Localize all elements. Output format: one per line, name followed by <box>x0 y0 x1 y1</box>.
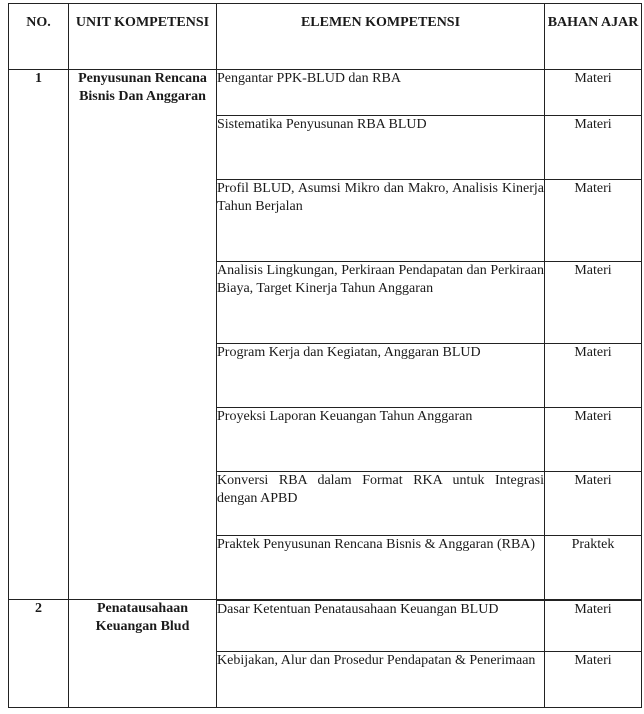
bahan-ajar-cell: Materi <box>545 70 642 116</box>
bahan-ajar-cell: Materi <box>545 262 642 344</box>
elemen-kompetensi-cell: Konversi RBA dalam Format RKA untuk Integrasi dengan APBD <box>217 472 545 536</box>
elemen-kompetensi-cell: Praktek Penyusunan Rencana Bisnis & Anggaran (RBA) <box>217 536 545 600</box>
bahan-ajar-cell: Materi <box>545 652 642 708</box>
unit-number: 1 <box>9 70 69 600</box>
elemen-kompetensi-cell: Kebijakan, Alur dan Prosedur Pendapatan & Penerimaan <box>217 652 545 708</box>
elemen-kompetensi-cell: Profil BLUD, Asumsi Mikro dan Makro, Analisis Kinerja Tahun Berjalan <box>217 180 545 262</box>
bahan-ajar-cell: Materi <box>545 408 642 472</box>
unit-number: 2 <box>9 600 69 708</box>
bahan-ajar-cell: Materi <box>545 344 642 408</box>
table-row <box>9 600 642 652</box>
elemen-kompetensi-cell: Dasar Ketentuan Penatausahaan Keuangan BLUD <box>217 600 545 652</box>
header-unit-kompetensi: UNIT KOMPETENSI <box>69 4 217 70</box>
elemen-kompetensi-cell: Sistematika Penyusunan RBA BLUD <box>217 116 545 180</box>
unit-kompetensi-name: Penatausahaan Keuangan Blud <box>69 600 217 708</box>
bahan-ajar-cell: Materi <box>545 116 642 180</box>
bahan-ajar-cell: Materi <box>545 472 642 536</box>
elemen-kompetensi-cell: Analisis Lingkungan, Perkiraan Pendapatan dan Perkiraan Biaya, Target Kinerja Tahun Anggaran <box>217 262 545 344</box>
table-header-row <box>9 4 642 70</box>
elemen-kompetensi-cell: Pengantar PPK-BLUD dan RBA <box>217 70 545 116</box>
header-bahan-ajar: BAHAN AJAR <box>545 4 642 70</box>
elemen-kompetensi-cell: Proyeksi Laporan Keuangan Tahun Anggaran <box>217 408 545 472</box>
bahan-ajar-cell: Praktek <box>545 536 642 600</box>
header-no: NO. <box>9 4 69 70</box>
bahan-ajar-cell: Materi <box>545 600 642 652</box>
table-row <box>9 70 642 116</box>
bahan-ajar-cell: Materi <box>545 180 642 262</box>
competency-table <box>8 3 642 708</box>
header-elemen-kompetensi: ELEMEN KOMPETENSI <box>217 4 545 70</box>
elemen-kompetensi-cell: Program Kerja dan Kegiatan, Anggaran BLUD <box>217 344 545 408</box>
unit-kompetensi-name: Penyusunan Rencana Bisnis Dan Anggaran <box>69 70 217 600</box>
